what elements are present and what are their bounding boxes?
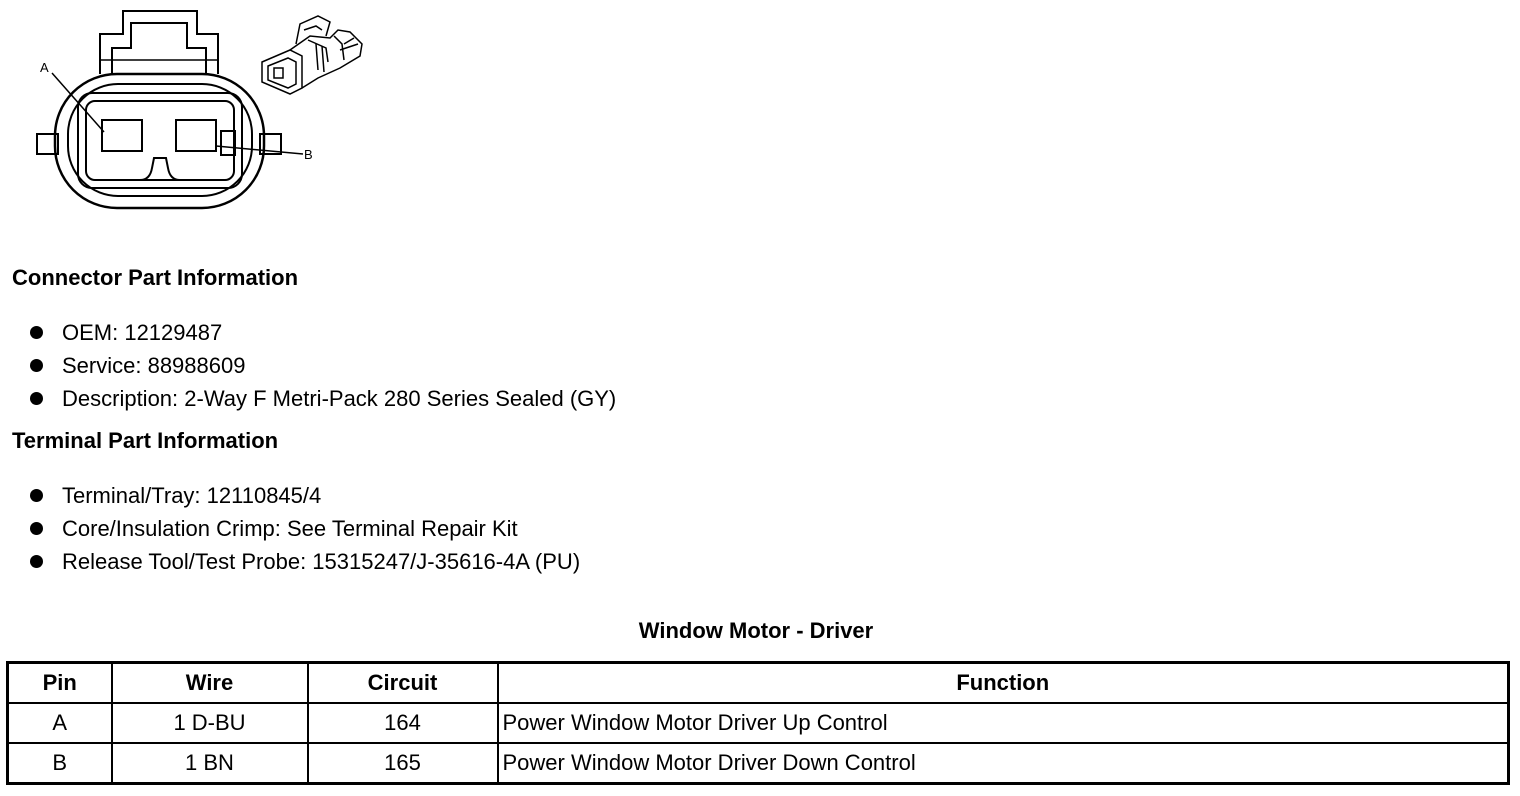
column-header-pin: Pin: [8, 663, 112, 704]
connector-oem: OEM: 12129487: [62, 320, 223, 345]
connector-info-heading: Connector Part Information: [12, 265, 299, 290]
list-item: [30, 512, 580, 545]
bullet-icon: [30, 326, 43, 339]
cell-pin: A: [8, 703, 112, 743]
list-item: [30, 545, 580, 578]
terminal-info-heading: Terminal Part Information: [12, 428, 279, 453]
table-title: Window Motor - Driver: [638, 618, 874, 643]
terminal-info-list: [30, 479, 580, 578]
pin-a-label: A: [40, 60, 49, 75]
connector-inset-drawing: [262, 16, 362, 94]
connector-service: Service: 88988609: [62, 353, 246, 378]
column-header-wire: Wire: [112, 663, 308, 704]
column-header-circuit: Circuit: [308, 663, 498, 704]
table-header-row: [8, 663, 1509, 704]
cell-wire: 1 D-BU: [112, 703, 308, 743]
terminal-tray: Terminal/Tray: 12110845/4: [62, 483, 322, 508]
table-row: [8, 743, 1509, 784]
list-item: [30, 382, 616, 415]
terminal-crimp: Core/Insulation Crimp: See Terminal Repair Kit: [62, 516, 518, 541]
connector-info-list: [30, 316, 616, 415]
terminal-release-tool: Release Tool/Test Probe: 15315247/J-35616-4A (PU): [62, 549, 581, 574]
cell-circuit: 165: [308, 743, 498, 784]
list-item: [30, 316, 616, 349]
bullet-icon: [30, 522, 43, 535]
list-item: [30, 349, 616, 382]
bullet-icon: [30, 392, 43, 405]
cell-function: Power Window Motor Driver Up Control: [498, 703, 1509, 743]
connector-description: Description: 2-Way F Metri-Pack 280 Series Sealed (GY): [62, 386, 617, 411]
bullet-icon: [30, 359, 43, 372]
bullet-icon: [30, 555, 43, 568]
cell-pin: B: [8, 743, 112, 784]
list-item: [30, 479, 580, 512]
column-header-function: Function: [498, 663, 1509, 704]
cell-circuit: 164: [308, 703, 498, 743]
pin-b-label: B: [304, 147, 313, 162]
table-row: [8, 703, 1509, 743]
bullet-icon: [30, 489, 43, 502]
connector-diagram: [0, 0, 380, 225]
cell-wire: 1 BN: [112, 743, 308, 784]
pinout-table: [6, 661, 1510, 785]
cell-function: Power Window Motor Driver Down Control: [498, 743, 1509, 784]
